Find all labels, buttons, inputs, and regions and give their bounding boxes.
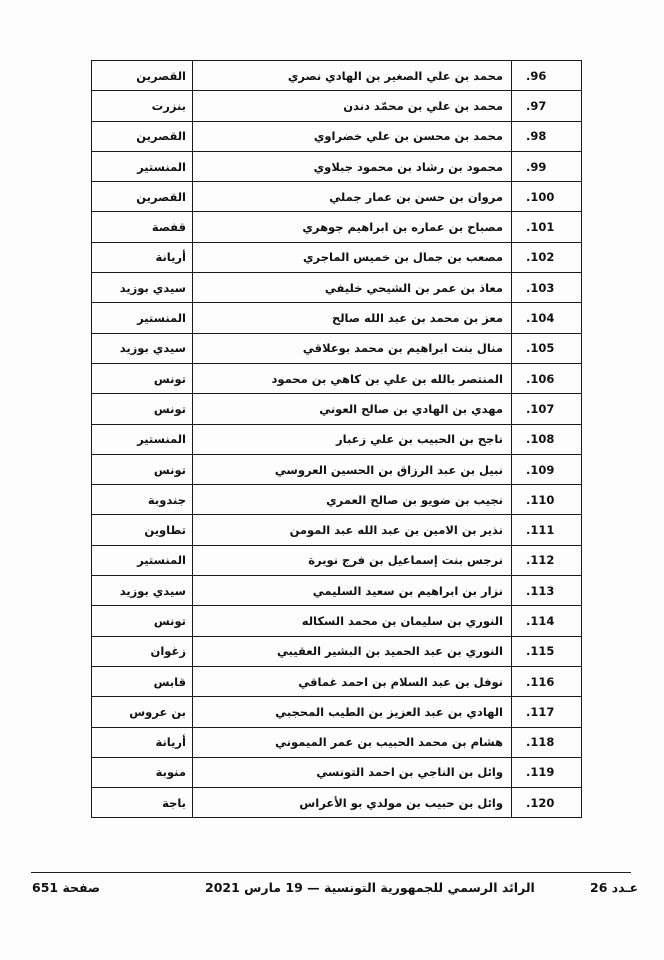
governorate-cell: تونس bbox=[92, 363, 193, 393]
names-table-body bbox=[92, 61, 582, 818]
table-row bbox=[92, 424, 582, 454]
table-row bbox=[92, 303, 582, 333]
governorate-cell: أريانة bbox=[92, 242, 193, 272]
row-number-cell: .108 bbox=[512, 424, 582, 454]
footer-divider bbox=[31, 872, 631, 873]
full-name-cell: وائل بن الناجي بن احمد التونسي bbox=[193, 757, 512, 787]
table-row bbox=[92, 333, 582, 363]
full-name-cell: ناجح بن الحبيب بن علي زعبار bbox=[193, 424, 512, 454]
row-number-cell: .97 bbox=[512, 91, 582, 121]
full-name-cell: مصعب بن جمال بن خميس الماجري bbox=[193, 242, 512, 272]
governorate-cell: تونس bbox=[92, 394, 193, 424]
full-name-cell: وائل بن حبيب بن مولدي بو الأعراس bbox=[193, 788, 512, 818]
full-name-cell: مروان بن حسن بن عمار جملي bbox=[193, 182, 512, 212]
row-number-cell: .110 bbox=[512, 485, 582, 515]
table-row bbox=[92, 212, 582, 242]
row-number-cell: .103 bbox=[512, 273, 582, 303]
governorate-cell: بن عروس bbox=[92, 697, 193, 727]
row-number-cell: .118 bbox=[512, 727, 582, 757]
table-row bbox=[92, 515, 582, 545]
row-number-cell: .111 bbox=[512, 515, 582, 545]
full-name-cell: النوري بن سليمان بن محمد السكاله bbox=[193, 606, 512, 636]
full-name-cell: نرجس بنت إسماعيل بن فرج نويرة bbox=[193, 545, 512, 575]
row-number-cell: .104 bbox=[512, 303, 582, 333]
row-number-cell: .109 bbox=[512, 454, 582, 484]
table-row bbox=[92, 666, 582, 696]
governorate-cell: جندوبة bbox=[92, 485, 193, 515]
table-row bbox=[92, 61, 582, 91]
row-number-cell: .99 bbox=[512, 151, 582, 181]
row-number-cell: .100 bbox=[512, 182, 582, 212]
table-row bbox=[92, 121, 582, 151]
governorate-cell: سيدي بوزيد bbox=[92, 576, 193, 606]
governorate-cell: باجة bbox=[92, 788, 193, 818]
full-name-cell: نوفل بن عبد السلام بن احمد غماقي bbox=[193, 666, 512, 696]
table-row bbox=[92, 91, 582, 121]
table-row bbox=[92, 727, 582, 757]
governorate-cell: سيدي بوزيد bbox=[92, 333, 193, 363]
full-name-cell: محمد بن علي بن محمّد دندن bbox=[193, 91, 512, 121]
table-row bbox=[92, 606, 582, 636]
governorate-cell: القصرين bbox=[92, 61, 193, 91]
full-name-cell: معاذ بن عمر بن الشيحي خليفي bbox=[193, 273, 512, 303]
table-row bbox=[92, 454, 582, 484]
row-number-cell: .107 bbox=[512, 394, 582, 424]
governorate-cell: المنستير bbox=[92, 545, 193, 575]
full-name-cell: نبيل بن عبد الرزاق بن الحسين العروسي bbox=[193, 454, 512, 484]
governorate-cell: أريانة bbox=[92, 727, 193, 757]
governorate-cell: قابس bbox=[92, 666, 193, 696]
full-name-cell: مصباح بن عماره بن ابراهيم جوهري bbox=[193, 212, 512, 242]
table-row bbox=[92, 363, 582, 393]
full-name-cell: هشام بن محمد الحبيب بن عمر الميموني bbox=[193, 727, 512, 757]
full-name-cell: المنتصر بالله بن علي بن كاهي بن محمود bbox=[193, 363, 512, 393]
table-row bbox=[92, 576, 582, 606]
governorate-cell: المنستير bbox=[92, 303, 193, 333]
row-number-cell: .105 bbox=[512, 333, 582, 363]
table-row bbox=[92, 636, 582, 666]
full-name-cell: نزار بن ابراهيم بن سعيد السليمي bbox=[193, 576, 512, 606]
table-row bbox=[92, 182, 582, 212]
table-row bbox=[92, 697, 582, 727]
row-number-cell: .120 bbox=[512, 788, 582, 818]
row-number-cell: .116 bbox=[512, 666, 582, 696]
full-name-cell: النوري بن عبد الحميد بن البشير العقيبي bbox=[193, 636, 512, 666]
full-name-cell: نجيب بن ضويو بن صالح العمري bbox=[193, 485, 512, 515]
row-number-cell: .102 bbox=[512, 242, 582, 272]
full-name-cell: محمد بن علي الصغير بن الهادي نصري bbox=[193, 61, 512, 91]
row-number-cell: .119 bbox=[512, 757, 582, 787]
row-number-cell: .117 bbox=[512, 697, 582, 727]
footer-journal-title: الرائد الرسمي للجمهورية التونسية — 19 مارس 2021 bbox=[205, 880, 535, 895]
row-number-cell: .113 bbox=[512, 576, 582, 606]
governorate-cell: تطاوين bbox=[92, 515, 193, 545]
row-number-cell: .101 bbox=[512, 212, 582, 242]
full-name-cell: مهدي بن الهادي بن صالح العوني bbox=[193, 394, 512, 424]
table-row bbox=[92, 151, 582, 181]
names-table bbox=[91, 60, 582, 818]
table-row bbox=[92, 545, 582, 575]
table-row bbox=[92, 757, 582, 787]
full-name-cell: معز بن محمد بن عبد الله صالح bbox=[193, 303, 512, 333]
footer-page-number: صفحة 651 bbox=[32, 880, 101, 895]
governorate-cell: القصرين bbox=[92, 121, 193, 151]
row-number-cell: .106 bbox=[512, 363, 582, 393]
footer-issue-number: عـدد 26 bbox=[590, 880, 639, 895]
governorate-cell: منوبة bbox=[92, 757, 193, 787]
governorate-cell: قفصة bbox=[92, 212, 193, 242]
full-name-cell: محمود بن رشاد بن محمود جبلاوي bbox=[193, 151, 512, 181]
row-number-cell: .114 bbox=[512, 606, 582, 636]
governorate-cell: تونس bbox=[92, 606, 193, 636]
row-number-cell: .96 bbox=[512, 61, 582, 91]
row-number-cell: .98 bbox=[512, 121, 582, 151]
governorate-cell: بنزرت bbox=[92, 91, 193, 121]
table-row bbox=[92, 788, 582, 818]
full-name-cell: محمد بن محسن بن علي خضراوي bbox=[193, 121, 512, 151]
table-row bbox=[92, 242, 582, 272]
governorate-cell: المنستير bbox=[92, 151, 193, 181]
full-name-cell: نذير بن الامين بن عبد الله عبد المومن bbox=[193, 515, 512, 545]
governorate-cell: القصرين bbox=[92, 182, 193, 212]
table-row bbox=[92, 485, 582, 515]
governorate-cell: المنستير bbox=[92, 424, 193, 454]
table-row bbox=[92, 273, 582, 303]
row-number-cell: .115 bbox=[512, 636, 582, 666]
governorate-cell: سيدي بوزيد bbox=[92, 273, 193, 303]
table-row bbox=[92, 394, 582, 424]
governorate-cell: زغوان bbox=[92, 636, 193, 666]
row-number-cell: .112 bbox=[512, 545, 582, 575]
governorate-cell: تونس bbox=[92, 454, 193, 484]
full-name-cell: الهادي بن عبد العزيز بن الطيب المحجبي bbox=[193, 697, 512, 727]
full-name-cell: منال بنت ابراهيم بن محمد بوعلاقي bbox=[193, 333, 512, 363]
